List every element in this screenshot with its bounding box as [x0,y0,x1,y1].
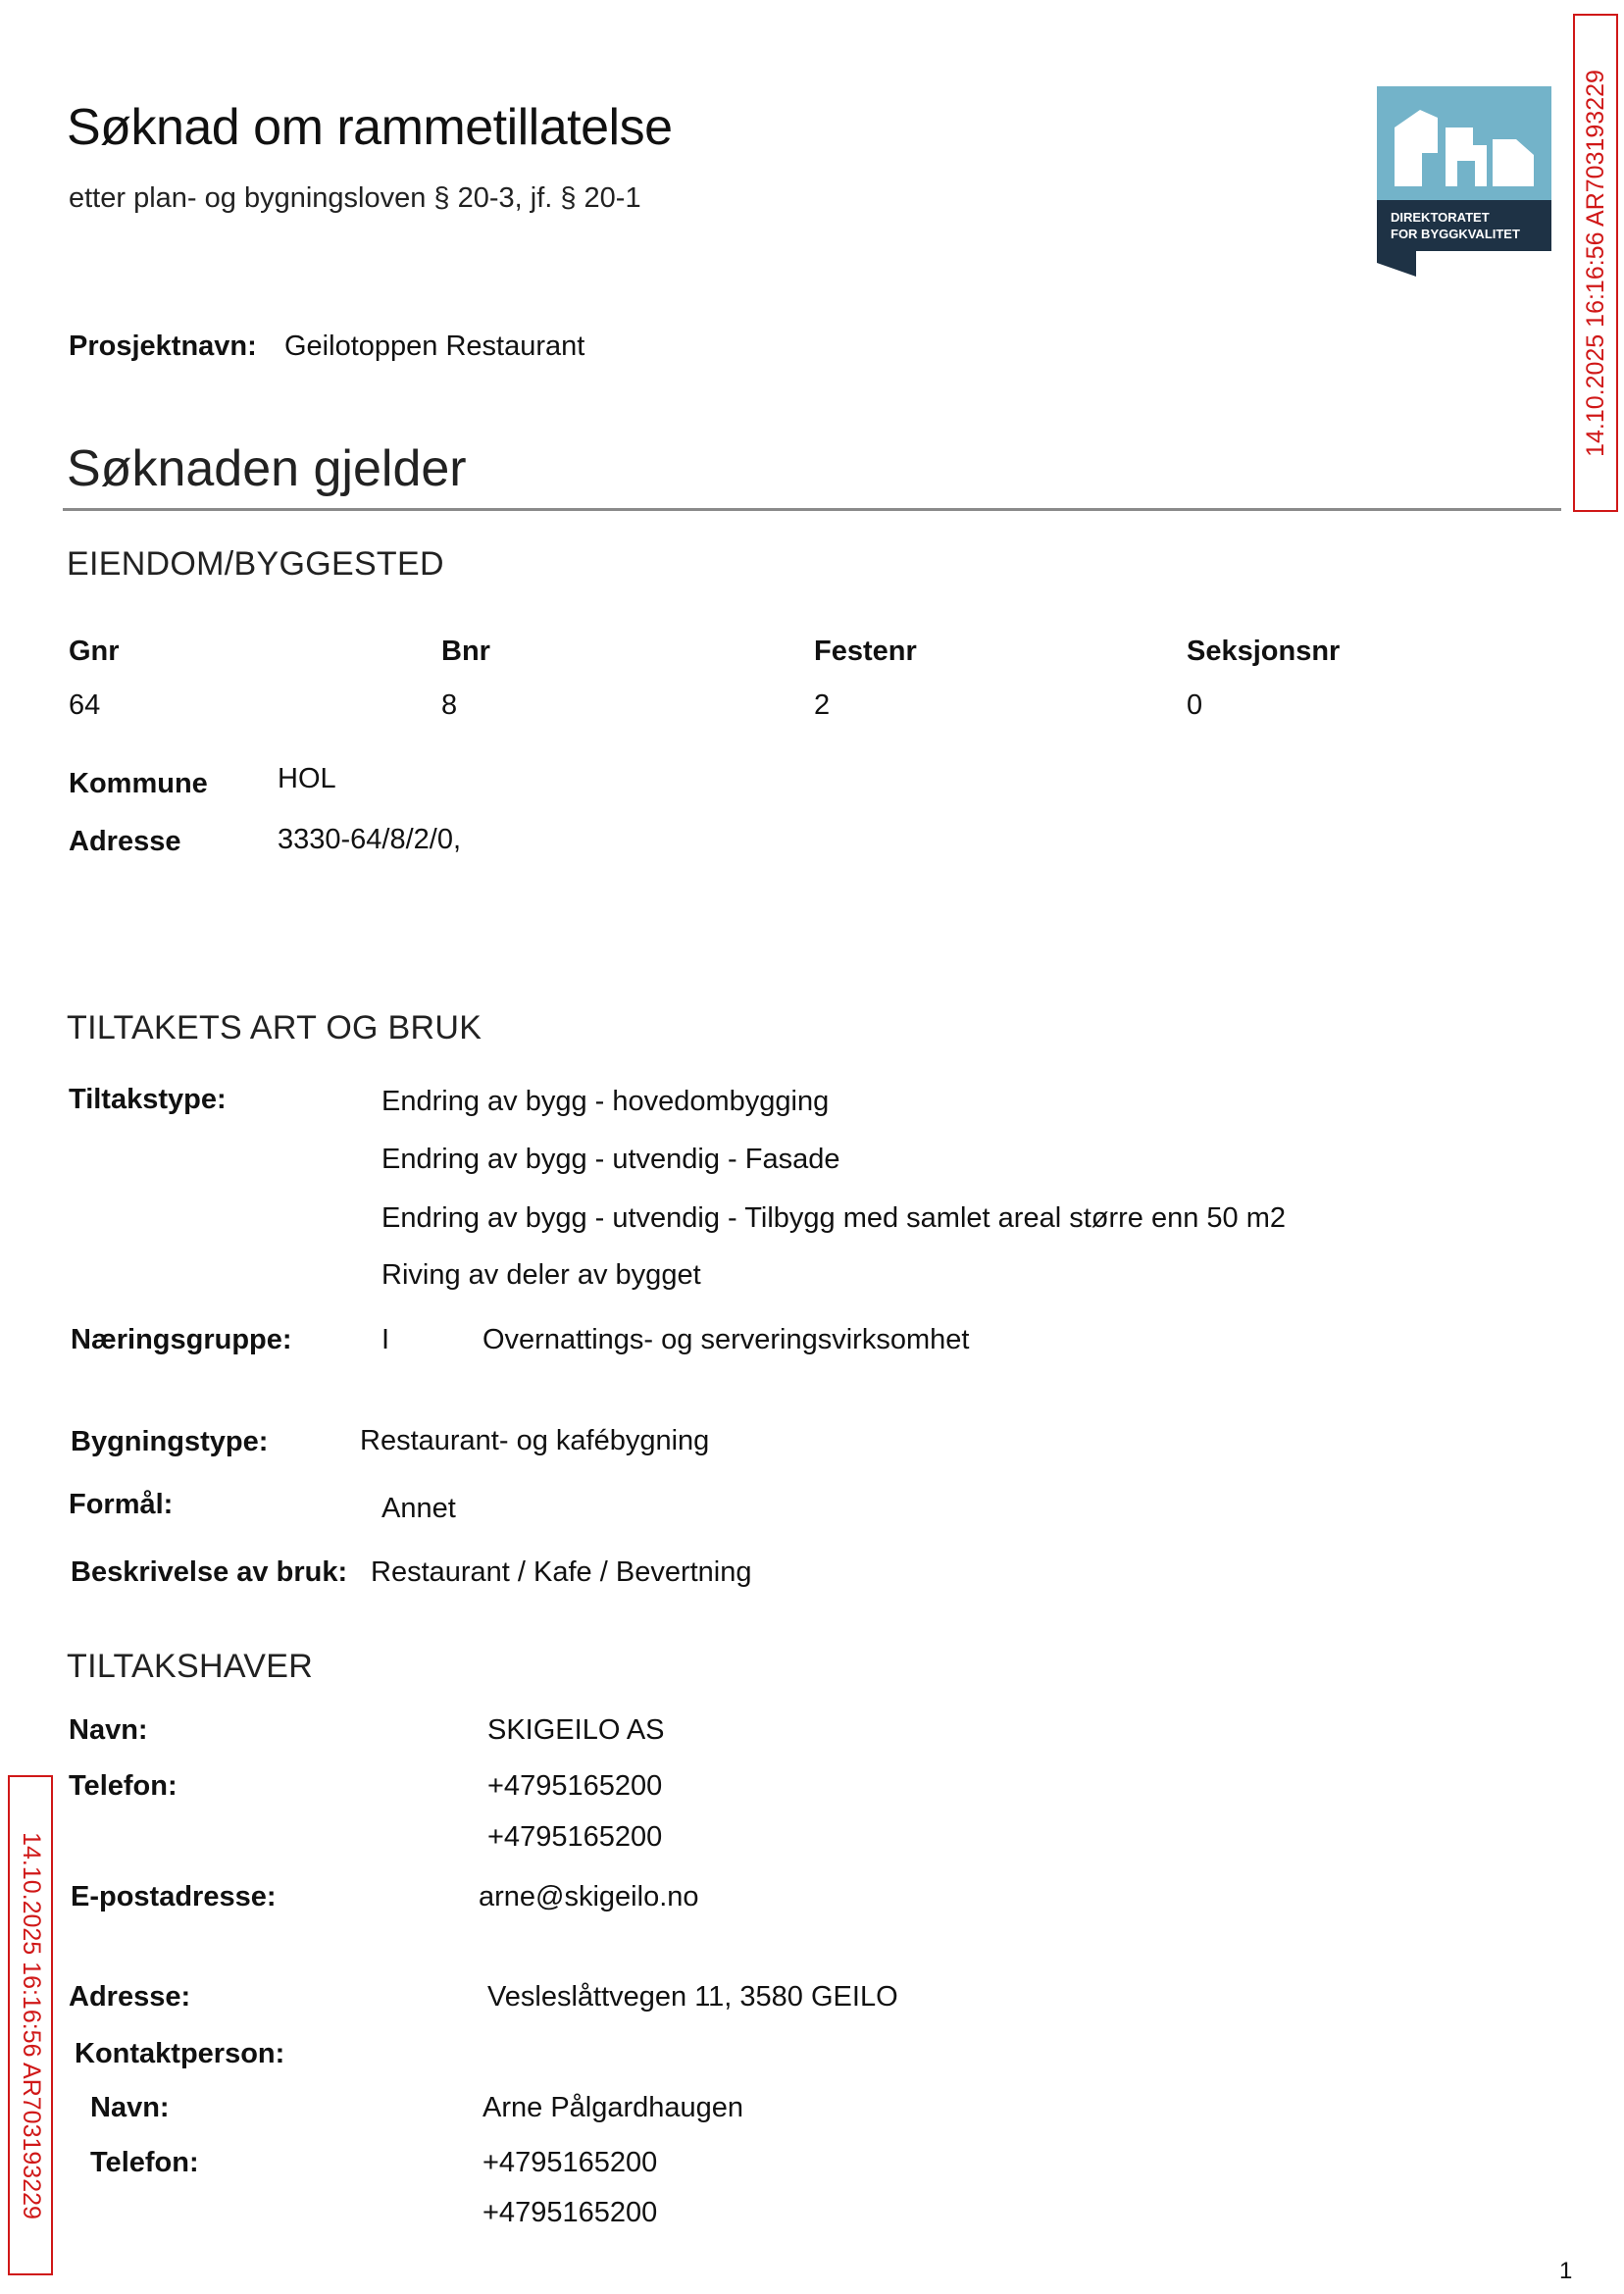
project-value: Geilotoppen Restaurant [284,331,585,362]
tiltakstype-item: Riving av deler av bygget [381,1259,701,1291]
seksjonsnr-value: 0 [1187,689,1203,721]
adresse-value: Vesleslåttvegen 11, 3580 GEILO [487,1981,898,2013]
tiltakstype-item: Endring av bygg - utvendig - Fasade [381,1144,840,1175]
navn-value: SKIGEILO AS [487,1714,665,1746]
tiltakstype-item: Endring av bygg - hovedombygging [381,1086,830,1117]
bnr-label: Bnr [441,636,490,667]
dibk-logo [1377,86,1551,277]
epost-label: E-postadresse: [71,1881,277,1912]
section-title: Søknaden gjelder [67,440,467,497]
telefon-value: +4795165200 [487,1821,663,1853]
dibk-logo-icon [1377,86,1551,277]
naeringsgruppe-label: Næringsgruppe: [71,1324,292,1355]
stamp-text: 14.10.2025 16:16:56 AR703193229 [17,1831,45,2219]
adresse-label: Adresse [69,826,181,857]
formal-value: Annet [381,1493,456,1524]
tiltakstype-item: Endring av bygg - utvendig - Tilbygg med samlet areal større enn 50 m2 [381,1202,1287,1234]
project-label: Prosjektnavn: [69,331,257,362]
bnr-value: 8 [441,689,458,721]
bruk-value: Restaurant / Kafe / Bevertning [371,1556,752,1588]
adresse-label: Adresse: [69,1981,191,2013]
receipt-stamp-right [1573,14,1618,512]
festenr-label: Festenr [814,636,917,667]
naeringsgruppe-code: I [381,1324,390,1355]
naeringsgruppe-value: Overnattings- og serveringsvirksomhet [482,1324,970,1355]
page-number: 1 [1559,2258,1573,2284]
section-divider [63,508,1561,511]
stamp-text: 14.10.2025 16:16:56 AR703193229 [1581,69,1609,457]
kontakt-telefon-value: +4795165200 [482,2197,658,2228]
document-subtitle: etter plan- og bygningsloven § 20-3, jf. § 20-1 [69,182,641,214]
receipt-stamp-left [8,1775,53,2275]
logo-text-line1: DIREKTORATET [1391,210,1490,225]
gnr-value: 64 [69,689,101,721]
kontakt-navn-value: Arne Pålgardhaugen [482,2092,744,2123]
kommune-value: HOL [278,763,336,794]
kontakt-telefon-label: Telefon: [90,2147,199,2178]
telefon-label: Telefon: [69,1770,178,1802]
kontakt-navn-label: Navn: [90,2092,170,2123]
epost-value: arne@skigeilo.no [479,1881,699,1912]
kontakt-telefon-value: +4795165200 [482,2147,658,2178]
seksjonsnr-label: Seksjonsnr [1187,636,1341,667]
bygningstype-label: Bygningstype: [71,1426,269,1457]
adresse-value: 3330-64/8/2/0, [278,824,462,855]
kontaktperson-label: Kontaktperson: [75,2038,285,2069]
tiltak-heading: TILTAKETS ART OG BRUK [67,1009,482,1046]
tiltakstype-label: Tiltakstype: [69,1084,227,1115]
festenr-value: 2 [814,689,831,721]
formal-label: Formål: [69,1489,174,1520]
navn-label: Navn: [69,1714,148,1746]
property-heading: EIENDOM/BYGGESTED [67,545,444,583]
logo-text-line2: FOR BYGGKVALITET [1391,227,1520,241]
document-title: Søknad om rammetillatelse [67,99,673,156]
bygningstype-value: Restaurant- og kafébygning [360,1425,710,1456]
bruk-label: Beskrivelse av bruk: [71,1556,348,1588]
tiltakshaver-heading: TILTAKSHAVER [67,1648,314,1685]
telefon-value: +4795165200 [487,1770,663,1802]
gnr-label: Gnr [69,636,120,667]
kommune-label: Kommune [69,768,208,799]
